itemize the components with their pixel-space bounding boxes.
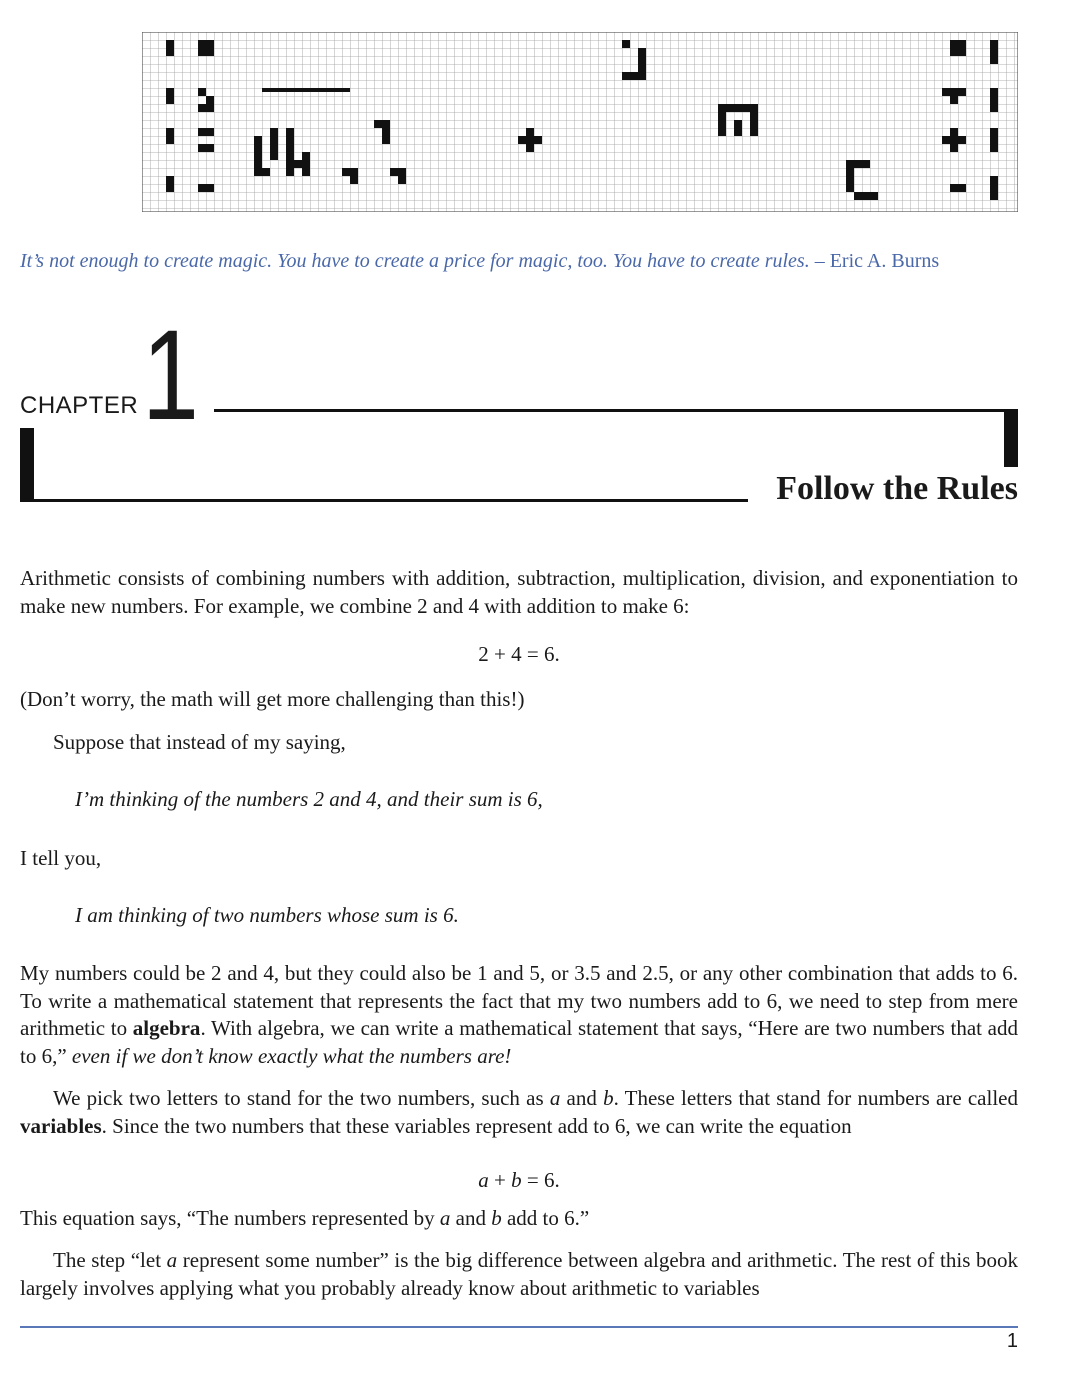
- paragraph-2-text: (Don’t worry, the math will get more challenging than this!): [20, 687, 525, 711]
- chapter-rule-top: [214, 409, 1018, 412]
- term-variables: variables: [20, 1113, 102, 1138]
- paragraph-7-text-b: and: [450, 1206, 492, 1230]
- banner-grid: [142, 32, 1018, 212]
- page-number: 1: [1006, 1330, 1018, 1352]
- paragraph-1-text: Arithmetic consists of combining numbers with addition, subtraction, multiplication, division, and exponentiation to make new numbers. For example, we combine 2 and 4 with addition to make 6:: [20, 566, 1018, 618]
- paragraph-7: [20, 1205, 1018, 1233]
- paragraph-2: [20, 686, 1018, 714]
- term-algebra: algebra: [132, 1016, 201, 1040]
- chapter-rule-bottom: [20, 499, 748, 502]
- epigraph-author: – Eric A. Burns: [814, 250, 940, 272]
- equation-2-var-a: a: [478, 1168, 489, 1192]
- epigraph-quote: It’s not enough to create magic. You have to create a price for magic, too. You have to create rules.: [20, 250, 810, 272]
- quote-1: I’m thinking of the numbers 2 and 4, and their sum is 6,: [75, 787, 543, 811]
- paragraph-5-text-b: . With algebra, we can write a mathematical statement that says, “Here are two numbers that add to 6,”: [20, 1016, 1018, 1068]
- paragraph-8-var-a: a: [166, 1248, 178, 1272]
- variable-a: a: [549, 1086, 561, 1110]
- chapter-number: 1: [142, 304, 199, 447]
- paragraph-7-text-a: This equation says, “The numbers represented by: [20, 1206, 440, 1230]
- paragraph-6-text-d: . Since the two numbers that these variables represent add to 6, we can write the equation: [101, 1113, 852, 1138]
- equation-2-plus: +: [488, 1168, 512, 1192]
- paragraph-6-text-a: We pick two letters to stand for the two numbers, such as: [53, 1086, 550, 1110]
- paragraph-8-text-b: represent some number” is the big difference between algebra and arithmetic. The rest of this book largely involves applying what you probably already know about arithmetic to variables: [20, 1248, 1019, 1300]
- epigraph: [20, 250, 1020, 273]
- paragraph-5-emphasis: even if we don’t know exactly what the numbers are!: [71, 1043, 512, 1068]
- paragraph-1: [20, 565, 1018, 620]
- quote-2: I am thinking of two numbers whose sum is 6.: [75, 903, 459, 927]
- chapter-label: CHAPTER: [20, 392, 139, 419]
- chapter-rule-tab-right: [1004, 409, 1018, 467]
- footer-rule: [20, 1326, 1018, 1328]
- chapter-rule-tab-left: [20, 428, 34, 502]
- equation-1: 2 + 4 = 6.: [478, 642, 560, 666]
- equation-2-var-b: b: [511, 1168, 522, 1192]
- paragraph-7-var-b: b: [491, 1206, 502, 1230]
- paragraph-8: [20, 1247, 1018, 1302]
- game-of-life-banner: [142, 32, 1018, 212]
- chapter-title: Follow the Rules: [776, 470, 1018, 507]
- paragraph-4-text: I tell you,: [20, 846, 102, 870]
- paragraph-5: [20, 960, 1018, 1070]
- paragraph-3: [20, 729, 1018, 757]
- paragraph-7-var-a: a: [439, 1206, 451, 1230]
- equation-2-rest: = 6.: [521, 1168, 560, 1192]
- paragraph-6: [20, 1085, 1018, 1140]
- paragraph-6-text-c: . These letters that stand for numbers are called: [613, 1086, 1018, 1110]
- paragraph-3-text: Suppose that instead of my saying,: [53, 730, 346, 754]
- variable-b: b: [603, 1086, 614, 1110]
- paragraph-8-text-a: The step “let: [53, 1248, 167, 1272]
- paragraph-5-text-a: My numbers could be 2 and 4, but they could also be 1 and 5, or 3.5 and 2.5, or any other combination that adds to 6. To write a mathematical statement that represents the fact that my two numbers add to 6, we need to step from mere arithmetic to: [20, 961, 1018, 1040]
- paragraph-4: [20, 845, 1018, 873]
- equation-2: [0, 1168, 1038, 1193]
- paragraph-6-text-b: and: [560, 1086, 604, 1110]
- paragraph-7-text-c: add to 6.”: [501, 1206, 590, 1230]
